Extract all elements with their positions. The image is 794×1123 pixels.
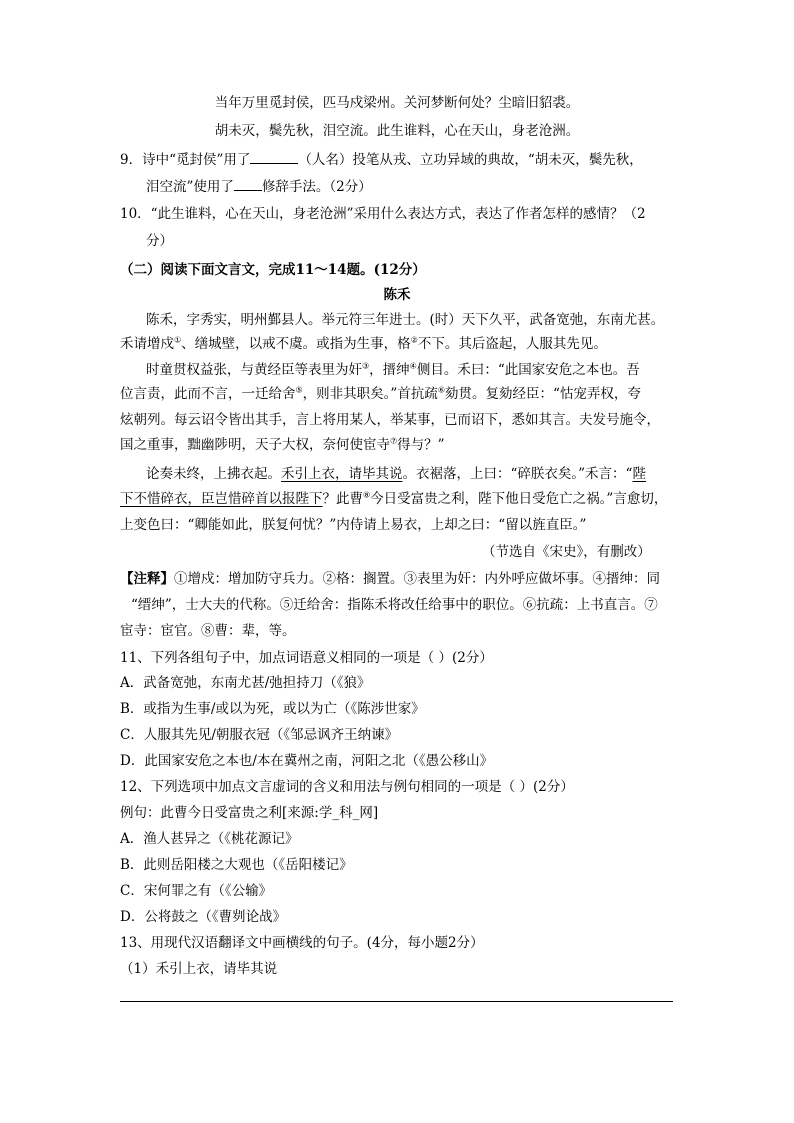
para-2-text-c: 侧目。禾曰：“此国家安危之本也。吾 — [416, 362, 640, 378]
q12-option-b: B．此则岳阳楼之大观也（《岳阳楼记》 — [120, 857, 353, 873]
note-ref-6: ⑥ — [437, 385, 445, 395]
question-9-line-2 — [146, 177, 372, 196]
notes-text-1: ①增戍：增加防守兵力。②格：搁置。③表里为奸：内外呼应做坏事。④搢绅：同 — [174, 571, 660, 587]
para-2-text-b: ，搢绅 — [369, 362, 410, 378]
para-3-text-d: 今日受富贵之利，陛下他日受危亡之祸。”言愈切， — [370, 491, 668, 507]
note-ref-8: ⑧ — [363, 490, 371, 500]
note-ref-4: ④ — [409, 361, 417, 371]
para-2-text-h: 得与？” — [397, 437, 445, 453]
note-ref-5: ⑤ — [295, 385, 303, 395]
para-2-line-1 — [146, 361, 640, 379]
underlined-sentence-2-end: 下不惜碎衣，臣岂惜碎首以报陛下 — [120, 491, 323, 507]
q11-option-b: B．或指为生事/或以为死，或以为亡（《陈涉世家》 — [120, 701, 425, 717]
passage-title: 陈禾 — [383, 287, 411, 303]
para-2-text-g: 国之重事，黜幽陟明，天子大权，奈何使宦寺 — [120, 437, 390, 453]
para-3-line-3: 上变色曰：“卿能如此，朕复何忧？”内侍请上易衣，上却之曰：“留以旌直臣。” — [120, 517, 587, 533]
para-1-text-b: 、缮城壁，以戒不虞。或指为生事，格 — [181, 336, 411, 352]
poem-line-1: 当年万里觅封侯，匹马戍梁州。关河梦断何处？尘暗旧貂裘。 — [214, 95, 580, 111]
note-ref-1: ① — [174, 335, 182, 345]
para-2-text-e: ，则非其职矣。”首抗疏 — [302, 386, 438, 402]
q12-option-d: D．公将鼓之（《曹刿论战》 — [120, 909, 287, 925]
q11-option-c: C．人服其先见/朝服衣冠（《邹忌讽齐王纳谏》 — [120, 727, 399, 743]
question-10-line-1: 10．“此生谁料，心在天山，身老沧洲”采用什么表达方式，表达了作者怎样的感情？（2 — [120, 206, 646, 222]
notes-label: 【注释】 — [120, 571, 174, 587]
para-2-line-4 — [120, 436, 445, 454]
q9-blank-name — [250, 150, 298, 164]
para-2-line-2 — [120, 385, 641, 403]
para-1-text-c: 不下。其后盗起，人服其先见。 — [417, 336, 607, 352]
q9-text-3: 泪空流”使用了 — [146, 179, 234, 195]
underlined-sentence-2-start: 陛 — [632, 466, 646, 482]
para-3-text-b: 。衣裾落，上曰：“碎朕衣矣。”禾言：“ — [402, 466, 633, 482]
note-ref-7: ⑦ — [390, 436, 398, 446]
question-11-stem: 11、下列各组句子中，加点词语意义相同的一项是（ ）(2分） — [120, 650, 493, 666]
section-2-heading: （二）阅读下面文言文，完成11～14题。(12分） — [120, 262, 426, 278]
para-1-line-2 — [120, 335, 607, 353]
para-1-text-a: 禾请增戍 — [120, 336, 174, 352]
q13-item-1: （1）禾引上衣，请毕其说 — [120, 961, 278, 977]
underlined-sentence-1: 禾引上衣，请毕其说 — [281, 466, 403, 482]
answer-line — [120, 1001, 673, 1002]
q9-text-1: 9．诗中“觅封侯”用了 — [120, 152, 251, 168]
q9-text-2: （人名）投笔从戎、立功异域的典故，“胡未灭，鬓先秋， — [298, 152, 643, 168]
q12-option-c: C．宋何罪之有（《公输》 — [120, 883, 273, 899]
q11-option-a: A．武备宽弛，东南尤甚/弛担持刀（《狼》 — [120, 675, 371, 691]
notes-line-1 — [120, 570, 660, 588]
question-9-line-1 — [120, 150, 643, 169]
q12-option-a: A．渔人甚异之（《桃花源记》 — [120, 831, 299, 847]
note-ref-3: ③ — [362, 361, 370, 371]
question-12-stem: 12、下列选项中加点文言虚词的含义和用法与例句相同的一项是（ ）(2分） — [120, 779, 574, 795]
para-3-line-1 — [146, 465, 646, 483]
para-2-text-a: 时童贯权益张，与黄经臣等表里为奸 — [146, 362, 362, 378]
notes-line-2: “缙绅”，士大夫的代称。⑤迁给舍：指陈禾将改任给事中的职位。⑥抗疏：上书直言。⑦ — [131, 597, 658, 613]
para-3-text-a: 论奏未终，上拂衣起。 — [146, 466, 281, 482]
q12-example: 例句：此曹今日受富贵之利[来源:学_科_网] — [120, 805, 379, 821]
source-citation: （节选自《宋史》，有删改） — [482, 544, 651, 560]
q9-text-4: 修辞手法。（2分） — [261, 179, 372, 195]
poem-line-2: 胡未灭，鬓先秋，泪空流。此生谁料，心在天山，身老沧洲。 — [214, 123, 580, 139]
question-13-stem: 13、用现代汉语翻译文中画横线的句子。(4分，每小题2分） — [120, 935, 484, 951]
question-10-line-2: 分） — [146, 233, 173, 249]
q9-blank-rhetoric — [234, 177, 262, 191]
para-3-text-c: ？此曹 — [322, 491, 363, 507]
note-ref-2: ② — [410, 335, 418, 345]
para-3-line-2 — [120, 490, 667, 508]
para-2-text-f: 劾贯。复劾经臣：“怙宠弄权，夸 — [445, 386, 641, 402]
para-2-line-3: 炫朝列。每云诏令皆出其手，言上将用某人，举某事，已而诏下，悉如其言。夫发号施令， — [120, 412, 660, 428]
notes-line-3: 宦寺：宦官。⑧曹：辈，等。 — [120, 623, 296, 639]
q11-option-d: D．此国家安危之本也/本在冀州之南，河阳之北（《愚公移山》 — [120, 753, 494, 769]
para-2-text-d: 位言责，此而不言，一迁给舍 — [120, 386, 296, 402]
para-1-line-1: 陈禾，字秀实，明州鄞县人。举元符三年进士。(时）天下久平，武备宽弛，东南尤甚。 — [146, 312, 665, 328]
